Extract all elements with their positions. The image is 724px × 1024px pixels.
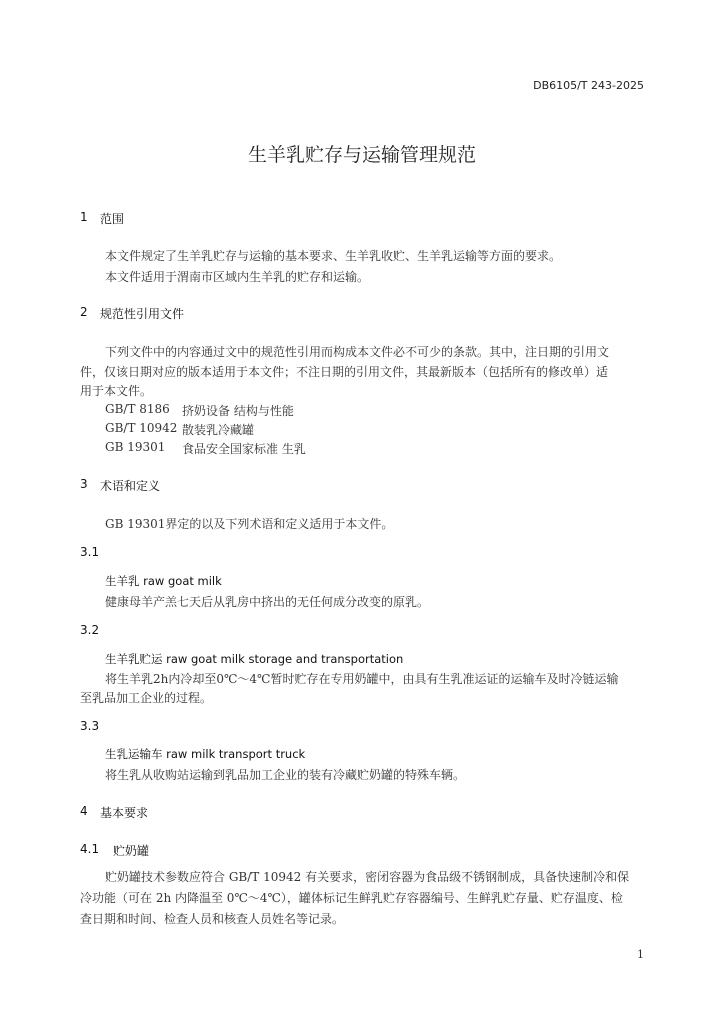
term-definition: 将生乳从收购站运输到乳品加工企业的装有冷藏贮奶罐的特殊车辆。 [105,768,466,782]
reference-code: GB/T 10942 [105,421,178,435]
term-number: 3.2 [80,623,100,637]
section-2-paragraph-line-3: 用于本文件。 [80,384,153,398]
reference-code: GB 19301 [105,440,166,454]
section-4-heading: 基本要求 [100,806,149,820]
term-title: 生羊乳 raw goat milk [105,574,222,588]
term-number: 3.1 [80,545,100,559]
section-1-number: 1 [80,210,88,224]
subsection-4-1-number: 4.1 [80,842,100,856]
section-2-paragraph-line-1: 下列文件中的内容通过文中的规范性引用而构成本文件必不可少的条款。其中，注日期的引用文 [105,345,610,359]
term-title: 生羊乳贮运 raw goat milk storage and transportation [105,652,404,666]
section-2-paragraph-line-2: 件，仅该日期对应的版本适用于本文件；不注日期的引用文件，其最新版本（包括所有的修改单）适 [80,365,609,379]
subsection-4-1-line-2: 冷功能（可在 2h 内降温至 0℃～4℃），罐体标记生鲜乳贮存容器编号、生鲜乳贮存量、贮存温度、检 [80,891,623,905]
term-definition: 健康母羊产羔七天后从乳房中挤出的无任何成分改变的原乳。 [105,595,430,609]
term-number: 3.3 [80,719,100,733]
page-title: 生羊乳贮存与运输管理规范 [247,144,476,166]
term-title: 生乳运输车 raw milk transport truck [105,747,306,761]
section-1-paragraph-2: 本文件适用于渭南市区域内生羊乳的贮存和运输。 [105,270,370,284]
subsection-4-1-line-1: 贮奶罐技术参数应符合 GB/T 10942 有关要求，密闭容器为食品级不锈钢制成，具备快速制冷和保 [105,870,630,884]
section-1-paragraph-1: 本文件规定了生羊乳贮存与运输的基本要求、生羊乳收贮、生羊乳运输等方面的要求。 [105,249,562,263]
reference-name: 食品安全国家标准 生乳 [182,442,306,456]
section-3-number: 3 [80,477,88,491]
section-1-heading: 范围 [100,212,125,226]
reference-name: 挤奶设备 结构与性能 [182,404,294,418]
reference-name: 散装乳冷藏罐 [182,423,255,437]
section-2-number: 2 [80,305,88,319]
document-number: DB6105/T 243-2025 [533,79,644,92]
subsection-4-1-line-3: 查日期和时间、检查人员和核查人员姓名等记录。 [80,912,345,926]
section-4-number: 4 [80,804,88,818]
term-definition-line-1: 将生羊乳2h内冷却至0℃～4℃暂时贮存在专用奶罐中，由具有生乳准运证的运输车及时冷链运输 [105,672,619,686]
section-2-heading: 规范性引用文件 [100,307,185,321]
reference-code: GB/T 8186 [105,402,170,416]
subsection-4-1-heading: 贮奶罐 [113,844,150,858]
term-definition-line-2: 至乳品加工企业的过程。 [80,691,213,705]
page-number: 1 [637,948,644,961]
section-3-heading: 术语和定义 [100,479,161,493]
section-3-intro: GB 19301界定的以及下列术语和定义适用于本文件。 [105,517,394,531]
